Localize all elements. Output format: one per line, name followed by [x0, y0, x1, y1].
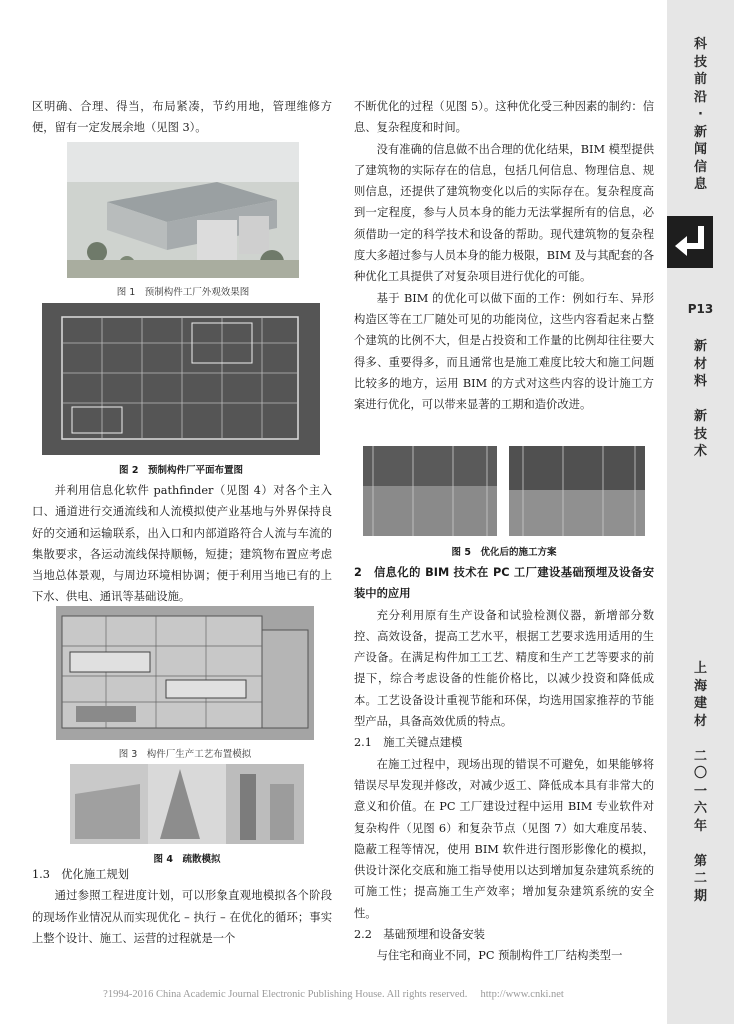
vertical-char: ·: [698, 107, 703, 122]
paragraph: 并利用信息化软件 pathfinder（见图 4）对各个主入口、通道进行交通流线和人流模拟使产业基地与外界保持良好的交通和运输联系，出入口和内部道路符合人流与车流的集散要求，各运动流线保持顺畅，短捷；建筑物布置应考虑当地总体景观，与周边环境相协调；便于利用当地已有的上下水、供电、通讯等基础设施。: [32, 484, 332, 604]
vertical-char: 期: [693, 888, 707, 904]
paragraph: 在施工过程中，现场出现的错误不可避免，如果能够将错误尽早发现并修改，对减少返工、降低成本具有非常大的意义和价值。在 PC 工厂建设过程中运用 BIM 专业软件对复杂构件（见图 6）和复杂节点（见图 7）如大难度吊装、隐蔽工程等情况，使用 BIM 软件进行图形影像化的模拟，供设计深化交底和施工指导使用以达到增加复杂建筑系统的可施工性；提高施工生产效率；增加复杂建筑系统的安全性。: [354, 757, 654, 920]
right-column-top: [354, 96, 654, 415]
copyright-footer: ?1994-2016 China Academic Journal Electronic Publishing House. All rights reserved. http://www.cnki.net: [103, 989, 564, 1000]
vertical-char: 第: [693, 853, 707, 869]
vertical-char: 前: [693, 72, 707, 87]
figure-2-caption: 图 2 预制构件厂平面布置图: [119, 465, 243, 476]
vertical-char: 建: [693, 696, 707, 711]
paragraph: 区明确、合理、得当，布局紧凑，节约用地，管理维修方便，留有一定发展余地（见图 3）。: [32, 100, 332, 135]
figure-1-image: [67, 142, 299, 278]
paragraph: 没有准确的信息做不出合理的优化结果，BIM 模型提供了建筑物的实际存在的信息，包括几何信息、物理信息、规则信息，还提供了建筑物变化以后的实际存在。复杂程度高到一定程度，参与人员本身的能力无法掌握所有的信息，必须借助一定的科学技术和设备的帮助。现代建筑物的复杂程度大多超过参与人员本身的能力极限，BIM 及与其配套的各种优化工具提供了对复杂项目进行优化的可能。: [354, 142, 654, 284]
paragraph: 与住宅和商业不同，PC 预制构件工厂结构类型一: [376, 949, 623, 963]
paragraph: 通过参照工程进度计划，可以形象直观地模拟各个阶段的现场作业情况从而实现优化 – 执行 – 在优化的循环；事实上整个设计、施工、运营的过程就是一个: [32, 889, 332, 945]
figure-5-image: [363, 446, 645, 536]
vertical-char: 新: [693, 124, 707, 140]
vertical-char: 材: [693, 713, 707, 729]
vertical-char: 六: [693, 801, 707, 816]
vertical-char: 〇: [693, 766, 707, 781]
right-column-bottom: [354, 562, 654, 967]
vertical-char: 上: [693, 661, 707, 676]
left-column-middle: [32, 480, 332, 608]
vertical-char: 术: [693, 444, 707, 459]
vertical-char: 息: [693, 177, 707, 192]
figure-4-image: [70, 764, 304, 844]
left-column-bottom: [32, 864, 332, 949]
figure-2-image: [42, 303, 320, 455]
figure-5-caption: 图 5 优化后的施工方案: [451, 547, 557, 558]
vertical-char: 信: [693, 159, 707, 175]
vertical-char: 技: [693, 426, 707, 442]
vertical-char: 海: [693, 678, 707, 694]
vertical-char: [667, 835, 734, 853]
vertical-char: 二: [693, 871, 707, 886]
paragraph: 充分利用原有生产设备和试验检测仪器，新增部分数控、高效设备，提高工艺水平，根据工艺要求选用适用的生产设备。在满足构件加工工艺、精度和生产工艺等要求的前提下，综合考虑设备的性能价格比，以减少投资和降低成本。工艺设备设计重视节能和环保，均选用国家推荐的节能型产品，具备高效优质的特点。: [354, 608, 654, 729]
section-heading: 2 信息化的 BIM 技术在 PC 工厂建设基础预埋及设备安装中的应用: [354, 566, 654, 601]
paragraph: 基于 BIM 的优化可以做下面的工作：例如行车、异形构造区等在工厂随处可见的功能岗位，这些内容看起来占整个建筑的比例不大，但是占投资和工作量的比例却往往要大得多、重要得多，而且通常也是施工难度比较大和施工问题比较多的地方，运用 BIM 的方式对这些内容的设计施工方案进行优化，可以带来显著的工期和造价改进。: [354, 291, 654, 412]
column-title-vertical: [667, 338, 734, 461]
figure-1-caption: 图 1 预制构件工厂外观效果图: [116, 287, 250, 298]
vertical-char: 技: [693, 54, 707, 70]
figure-3-image: [56, 606, 314, 740]
figure-3-caption: 图 3 构件厂生产工艺布置模拟: [118, 749, 252, 760]
section-title-vertical: [667, 36, 734, 194]
side-band: [667, 0, 734, 1024]
journal-issue-vertical: [667, 660, 734, 905]
vertical-char: 沿: [693, 89, 707, 105]
page-number: P13: [687, 302, 714, 316]
vertical-char: 料: [693, 374, 707, 389]
vertical-char: 二: [693, 748, 707, 764]
vertical-char: [667, 730, 734, 748]
vertical-char: [667, 391, 734, 409]
return-arrow-icon: [667, 216, 713, 268]
figure-4-caption: 图 4 疏散模拟: [153, 854, 221, 865]
vertical-char: 新: [693, 339, 707, 354]
vertical-char: 新: [693, 409, 707, 424]
left-column-top: [32, 96, 332, 139]
section-heading: 1.3 优化施工规划: [32, 868, 130, 881]
vertical-char: 材: [693, 356, 707, 372]
vertical-char: 年: [693, 818, 707, 834]
section-heading: 2.1 施工关键点建模: [354, 736, 463, 750]
vertical-char: 科: [693, 37, 707, 52]
vertical-char: 一: [693, 783, 707, 799]
vertical-char: 闻: [693, 142, 707, 157]
section-heading: 2.2 基础预埋和设备安装: [354, 928, 485, 942]
paragraph: 不断优化的过程（见图 5）。这种优化受三种因素的制约：信息、复杂程度和时间。: [354, 100, 654, 135]
